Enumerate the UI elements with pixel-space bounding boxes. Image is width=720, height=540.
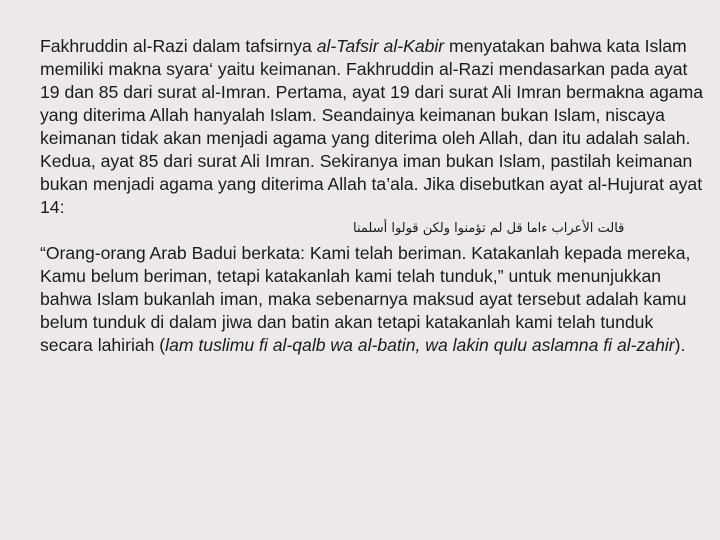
paragraph-razi-tafsir <box>40 35 710 219</box>
paragraph1-text-end: menyatakan bahwa kata Islam memiliki makna syara‘ yaitu keimanan. Fakhruddin al-Razi mendasarkan pada ayat 19 dan 85 dari surat al-Imran. Pertama, ayat 19 dari surat Ali Imran bermakna agama yang diterima Allah hanyalah Islam. Seandainya keimanan bukan Islam, niscaya keimanan tidak akan menjadi agama yang diterima oleh Allah, dan itu adalah salah. Kedua, ayat 85 dari surat Ali Imran. Sekiranya iman bukan Islam, pastilah keimanan bukan menjadi agama yang diterima Allah ta’ala. Jika disebutkan ayat al-Hujurat ayat 14: <box>40 36 704 217</box>
paragraph2-text-start: “Orang-orang Arab Badui berkata: Kami telah beriman. Katakanlah kepada mereka, Kamu belum beriman, tetapi katakanlah kami telah tunduk,” untuk menunjukkan bahwa Islam bukanlah iman, maka sebenarnya maksud ayat tersebut adalah kamu belum tunduk di dalam jiwa dan batin akan tetapi katakanlah kami telah tunduk secara lahiriah ( <box>40 243 691 355</box>
book-title-italic: al-Tafsir al-Kabir <box>316 36 445 56</box>
paragraph1-text-start: Fakhruddin al-Razi dalam tafsirnya <box>40 36 317 56</box>
paragraph-verse-translation <box>40 242 710 357</box>
transliteration-italic: lam tuslimu fi al-qalb wa al-batin, wa lakin qulu aslamna fi al-zahir <box>165 335 675 355</box>
text-body <box>40 35 710 357</box>
arabic-verse: قالت الأعراب ءاما قل لم تؤمنوا ولكن قولوا أسلمنا <box>353 221 625 236</box>
paragraph2-text-end: ). <box>674 335 686 355</box>
